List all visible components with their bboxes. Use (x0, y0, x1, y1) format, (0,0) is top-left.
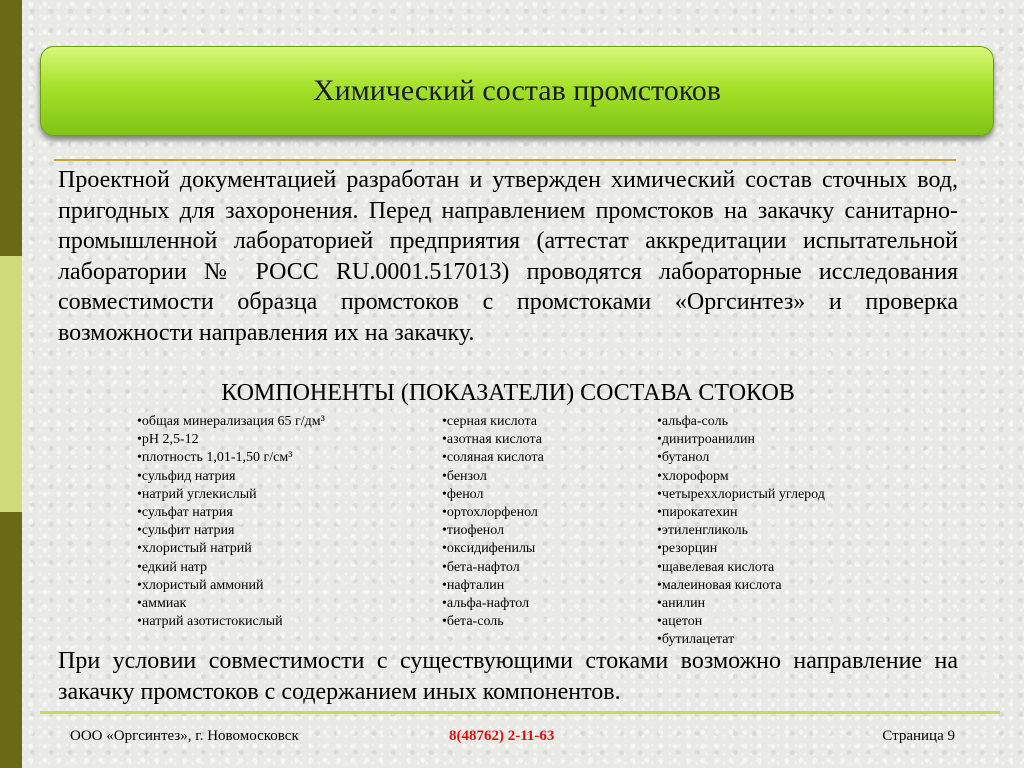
component-item: • четыреххлористый углерод (657, 486, 825, 504)
component-item: • бутанол (657, 449, 825, 467)
component-item: • азотная кислота (442, 431, 544, 449)
component-item: • бензол (442, 468, 544, 486)
footer-page-number: Страница 9 (882, 728, 955, 744)
component-item: • анилин (657, 595, 825, 613)
component-item: • хлористый натрий (137, 540, 325, 558)
component-item: • малеиновая кислота (657, 577, 825, 595)
component-item: • альфа-соль (657, 413, 825, 431)
component-item: • пирокатехин (657, 504, 825, 522)
component-item: • динитроанилин (657, 431, 825, 449)
bottom-divider (40, 711, 1000, 714)
component-item: • едкий натр (137, 559, 325, 577)
component-item: • ацетон (657, 613, 825, 631)
component-item: • ортохлорфенол (442, 504, 544, 522)
component-item: • общая минерализация 65 г/дм³ (137, 413, 325, 431)
component-item: • рН 2,5-12 (137, 431, 325, 449)
component-item: • сульфит натрия (137, 522, 325, 540)
component-item: • альфа-нафтол (442, 595, 544, 613)
component-item: • хлороформ (657, 468, 825, 486)
footer-company: ООО «Оргсинтез», г. Новомосковск (70, 728, 299, 744)
component-item: • резорцин (657, 540, 825, 558)
component-item: • этиленгликоль (657, 522, 825, 540)
left-bar-middle (0, 256, 22, 512)
components-column-3 (657, 413, 825, 650)
title-banner (40, 46, 994, 136)
component-item: • нафталин (442, 577, 544, 595)
slide-title: Химический состав промстоков (313, 74, 721, 107)
component-item: • соляная кислота (442, 449, 544, 467)
component-item: • плотность 1,01-1,50 г/см³ (137, 449, 325, 467)
component-item: • бета-нафтол (442, 559, 544, 577)
component-item: • бутилацетат (657, 631, 825, 649)
left-bar-bottom (0, 512, 22, 768)
component-item: • оксидифенилы (442, 540, 544, 558)
component-item: • бета-соль (442, 613, 544, 631)
component-item: • сульфид натрия (137, 468, 325, 486)
component-item: • натрий углекислый (137, 486, 325, 504)
components-column-1 (137, 413, 325, 631)
component-item: • фенол (442, 486, 544, 504)
left-bar-top (0, 0, 22, 256)
component-item: • серная кислота (442, 413, 544, 431)
top-divider (54, 159, 956, 161)
components-column-2 (442, 413, 544, 631)
conclusion-paragraph: При условии совместимости с существующими стоками возможно направление на закачку промстоков с содержанием иных компонентов. (58, 648, 958, 705)
component-item: • щавелевая кислота (657, 559, 825, 577)
intro-paragraph: Проектной документацией разработан и утвержден химический состав сточных вод, пригодных для захоронения. Перед направлением промстоков на закачку санитарно-промышленной лабораторией предприятия (аттестат аккредитации испытательной лаборатории № РОСС RU.0001.517013) проводятся лабораторные исследования совместимости образца промстоков с промстоками «Оргсинтез» и проверка возможности направления их на закачку. (58, 167, 958, 346)
component-item: • хлористый аммоний (137, 577, 325, 595)
component-item: • аммиак (137, 595, 325, 613)
component-item: • сульфат натрия (137, 504, 325, 522)
component-item: • тиофенол (442, 522, 544, 540)
component-item: • натрий азотистокислый (137, 613, 325, 631)
footer-phone: 8(48762) 2-11-63 (449, 728, 555, 744)
components-heading: КОМПОНЕНТЫ (ПОКАЗАТЕЛИ) СОСТАВА СТОКОВ (221, 380, 795, 406)
